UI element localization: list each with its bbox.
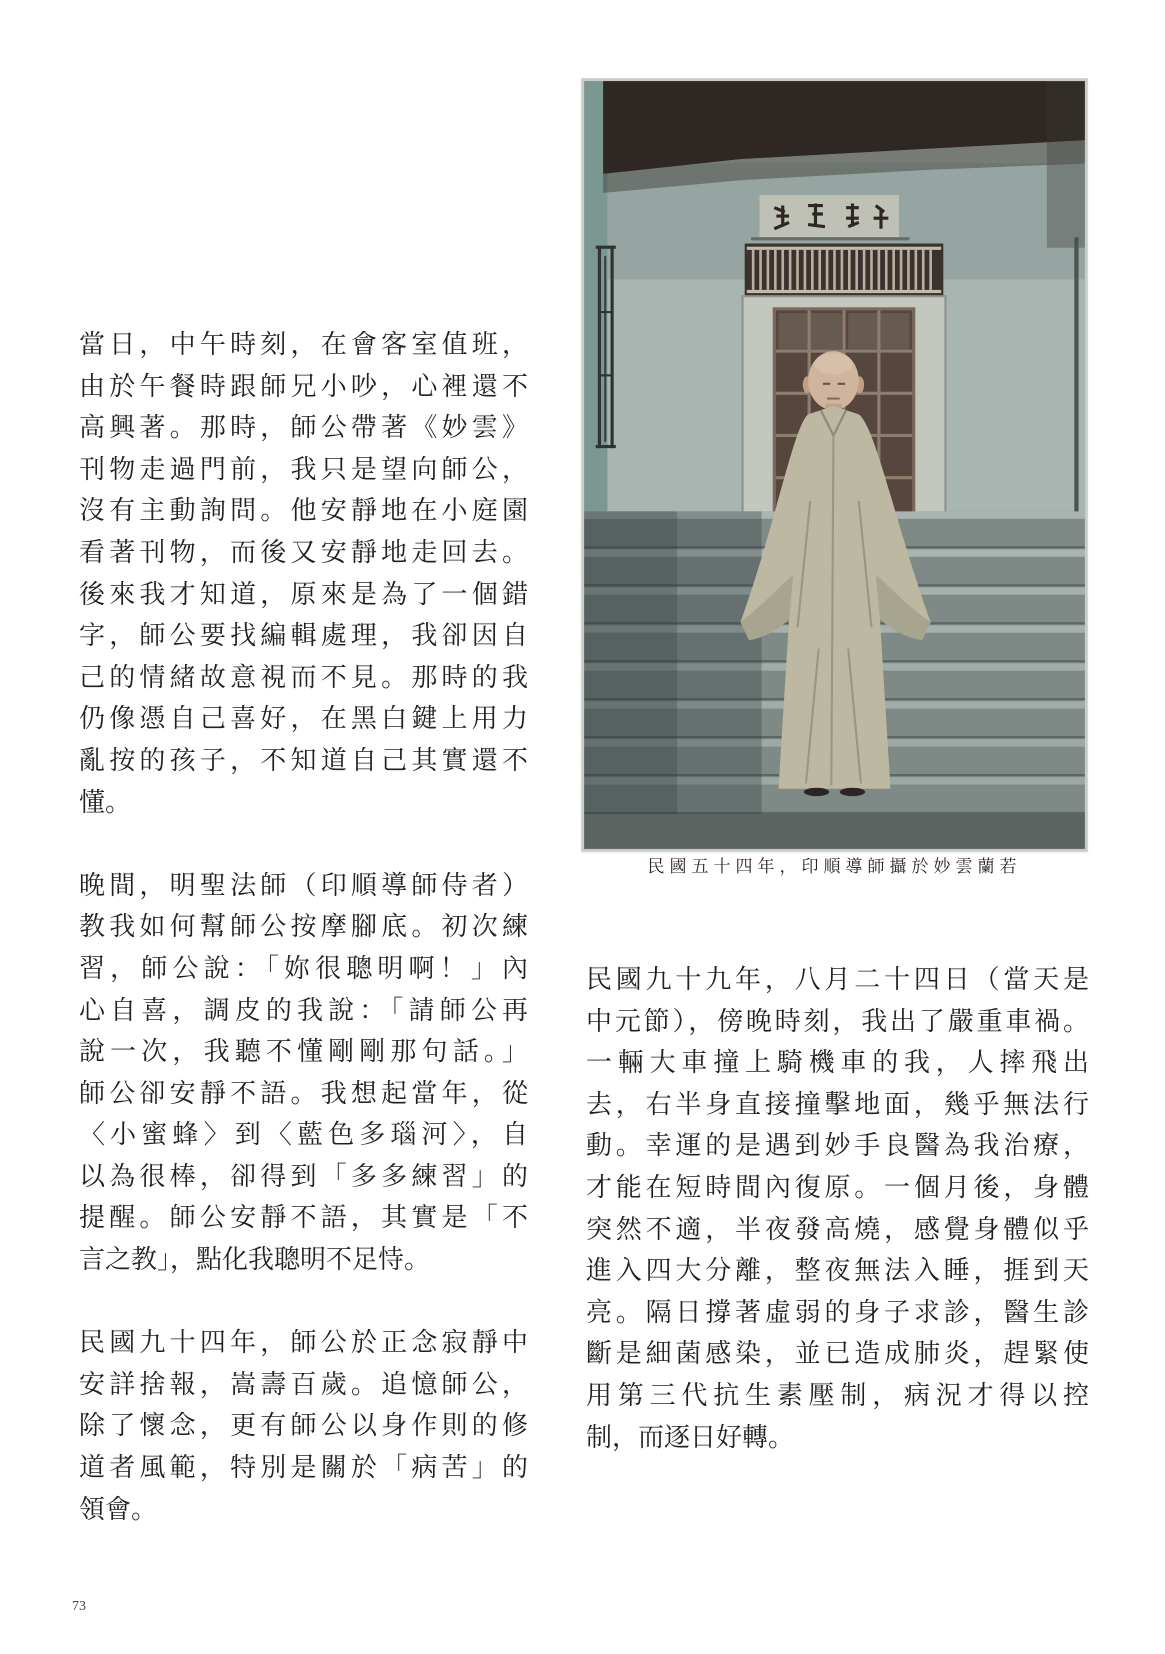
text-line: 師公卻安靜不語。我想起當年，從 (79, 1078, 528, 1109)
right-text-column (586, 960, 1089, 1501)
text-line: 晚間，明聖法師（印順導師侍者） (79, 870, 528, 901)
text-line: 斷是細菌感染，並已造成肺炎，趕緊使 (586, 1339, 1089, 1370)
text-line: 安詳捨報，嵩壽百歲。追憶師公， (79, 1369, 528, 1400)
text-line: 民國九十九年，八月二十四日（當天是 (586, 965, 1089, 995)
paragraph (586, 960, 1089, 1459)
left-text-column (79, 325, 528, 1573)
text-line: 去，右半身直接撞擊地面，幾乎無法行 (586, 1089, 1089, 1120)
text-line: 〈小蜜蜂〉到〈藍色多瑙河〉，自 (79, 1120, 528, 1151)
text-line: 亮。隔日撐著虛弱的身子求診，醫生診 (586, 1297, 1089, 1328)
text-line: 仍像憑自己喜好，在黑白鍵上用力 (79, 704, 528, 735)
pillar-carving (596, 246, 616, 448)
text-line: 習，師公說：「妳很聰明啊！」內 (79, 953, 528, 984)
text-line: 後來我才知道，原來是為了一個錯 (79, 579, 528, 610)
text-line: 以為很棒，卻得到「多多練習」的 (79, 1161, 528, 1192)
text-line: 亂按的孩子，不知道自己其實還不 (79, 745, 528, 776)
text-line: 字，師公要找編輯處理，我卻因自 (79, 621, 528, 652)
text-line: 沒有主動詢問。他安靜地在小庭園 (79, 496, 528, 527)
text-line: 懂。 (79, 787, 132, 818)
lattice-transom (745, 244, 944, 297)
text-line: 進入四大分離，整夜無法入睡，捱到天 (586, 1256, 1089, 1287)
text-line: 高興著。那時，師公帶著《妙雲》 (79, 413, 528, 444)
text-line: 刊物走過門前，我只是望向師公， (79, 454, 528, 485)
text-line: 己的情緒故意視而不見。那時的我 (79, 662, 528, 693)
paragraph (79, 1323, 528, 1531)
text-line: 才能在短時間內復原。一個月後，身體 (586, 1172, 1089, 1203)
paragraph (79, 866, 528, 1282)
text-line: 心自喜，調皮的我說：「請師公再 (79, 995, 528, 1026)
text-line: 提醒。師公安靜不語，其實是「不 (79, 1203, 528, 1234)
text-line: 除了懷念，更有師公以身作則的修 (79, 1411, 528, 1442)
text-line: 當日，中午時刻，在會客室值班， (79, 330, 528, 360)
paragraph (79, 325, 528, 824)
text-line: 中元節），傍晚時刻，我出了嚴重車禍。 (586, 1006, 1089, 1037)
text-line: 一輛大車撞上騎機車的我，人摔飛出 (586, 1048, 1089, 1079)
monk-photo (582, 79, 1087, 851)
wall-edge (1074, 237, 1078, 513)
text-line: 言之教」，點化我聰明不足恃。 (79, 1245, 431, 1276)
text-line: 制，而逐日好轉。 (586, 1422, 795, 1453)
page-number: 73 (72, 1599, 86, 1614)
text-line: 道者風範，特別是關於「病苦」的 (79, 1453, 528, 1484)
text-line: 由於午餐時跟師兄小吵，心裡還不 (79, 371, 528, 402)
text-line: 用第三代抗生素壓制，病況才得以控 (586, 1380, 1089, 1411)
text-line: 看著刊物，而後又安靜地走回去。 (79, 537, 528, 568)
photo-image (582, 79, 1087, 851)
text-line: 民國九十四年，師公於正念寂靜中 (79, 1328, 528, 1359)
text-line: 突然不適，半夜發高燒，感覺身體似乎 (586, 1214, 1089, 1245)
text-line: 動。幸運的是遇到妙手良醫為我治療， (586, 1131, 1089, 1162)
text-line: 領會。 (79, 1494, 158, 1525)
temple-plaque (751, 195, 909, 240)
text-line: 說一次，我聽不懂剛剛那句話。」 (79, 1037, 528, 1068)
photo-caption: 民國五十四年，印順導師攝於妙雲蘭若 (647, 857, 1022, 877)
text-line: 教我如何幫師公按摩腳底。初次練 (79, 912, 528, 943)
